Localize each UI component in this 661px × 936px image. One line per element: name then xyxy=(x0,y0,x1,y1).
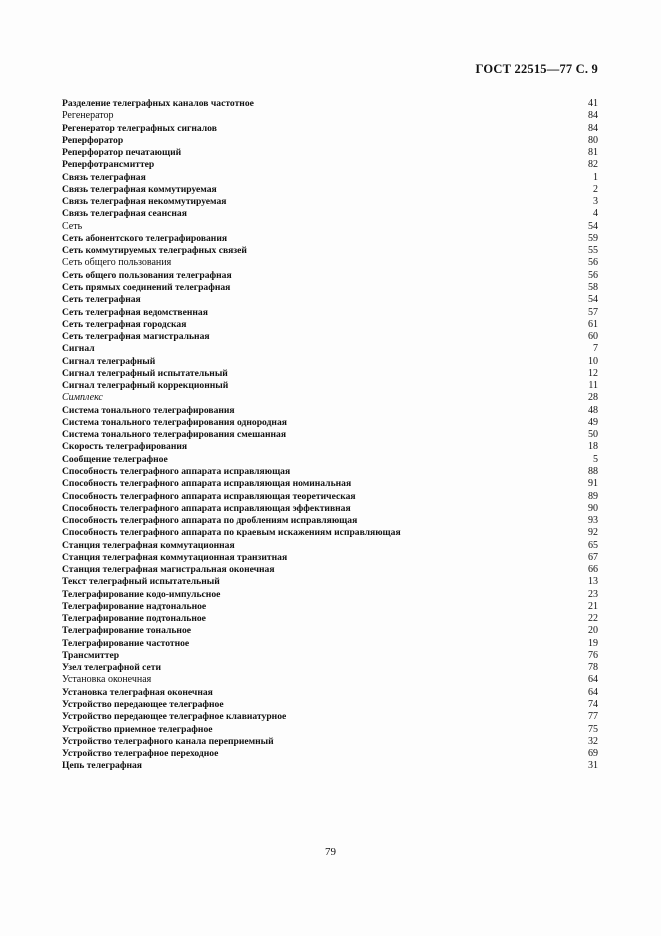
index-entry xyxy=(62,699,598,711)
index-page-ref: 69 xyxy=(588,748,598,760)
index-page-ref: 75 xyxy=(588,723,598,735)
index-term: Сеть общего пользования телеграфная xyxy=(62,269,232,281)
index-term: Цепь телеграфная xyxy=(62,760,142,772)
index-entry xyxy=(62,638,598,650)
index-term: Установка оконечная xyxy=(62,674,152,686)
index-entry xyxy=(62,307,598,319)
index-term: Устройство телеграфное переходное xyxy=(62,748,219,760)
index-page-ref: 57 xyxy=(588,306,598,318)
index-page-ref: 88 xyxy=(588,465,598,477)
index-page-ref: 5 xyxy=(593,453,598,465)
index-page-ref: 64 xyxy=(588,686,598,698)
index-entry xyxy=(62,270,598,282)
index-page-ref: 56 xyxy=(588,269,598,281)
index-term: Способность телеграфного аппарата исправляющая теоретическая xyxy=(62,490,356,502)
index-term: Сигнал телеграфный xyxy=(62,355,156,367)
index-term: Телеграфирование кодо-импульсное xyxy=(62,588,221,600)
index-page-ref: 13 xyxy=(588,576,598,588)
index-entry xyxy=(62,159,598,171)
index-term: Текст телеграфный испытательный xyxy=(62,576,220,588)
index-term: Устройство приемное телеграфное xyxy=(62,723,213,735)
index-entry xyxy=(62,294,598,306)
index-term: Сеть прямых соединений телеграфная xyxy=(62,281,231,293)
index-entry xyxy=(62,343,598,355)
index-page-ref: 66 xyxy=(588,564,598,576)
index-entry xyxy=(62,417,598,429)
index-term: Система тонального телеграфирования смешанная xyxy=(62,429,287,441)
index-page-ref: 20 xyxy=(588,625,598,637)
page-number: 79 xyxy=(325,846,336,858)
index-term: Сеть телеграфная магистральная xyxy=(62,331,210,343)
index-term: Телеграфирование надтональное xyxy=(62,600,207,612)
index-entry xyxy=(62,319,598,331)
index-entry xyxy=(62,711,598,723)
index-page-ref: 4 xyxy=(593,208,598,220)
index-term: Способность телеграфного аппарата по дроблениям исправляющая xyxy=(62,515,358,527)
index-entry xyxy=(62,368,598,380)
index-entry xyxy=(62,564,598,576)
index-entry xyxy=(62,613,598,625)
index-page-ref: 54 xyxy=(588,220,598,232)
index-entry xyxy=(62,515,598,527)
index-entry xyxy=(62,687,598,699)
index-term: Система тонального телеграфирования xyxy=(62,404,235,416)
index-entry xyxy=(62,135,598,147)
index-entry xyxy=(62,540,598,552)
index-entry xyxy=(62,331,598,343)
index-page-ref: 3 xyxy=(593,196,598,208)
index-term: Узел телеграфной сети xyxy=(62,662,162,674)
index-entry xyxy=(62,110,598,122)
index-page-ref: 90 xyxy=(588,502,598,514)
index-page-ref: 56 xyxy=(588,257,598,269)
index-entry xyxy=(62,196,598,208)
index-page-ref: 77 xyxy=(588,711,598,723)
index-page-ref: 28 xyxy=(588,392,598,404)
index-page-ref: 1 xyxy=(593,171,598,183)
index-term: Сеть общего пользования xyxy=(62,257,172,269)
index-page-ref: 76 xyxy=(588,649,598,661)
index-term: Телеграфирование подтональное xyxy=(62,613,206,625)
index-page-ref: 22 xyxy=(588,613,598,625)
index-term: Сигнал телеграфный испытательный xyxy=(62,367,228,379)
index-page-ref: 2 xyxy=(593,183,598,195)
index-entry xyxy=(62,466,598,478)
index-term: Станция телеграфная магистральная оконечная xyxy=(62,564,275,576)
index-page-ref: 12 xyxy=(588,367,598,379)
index-page-ref: 7 xyxy=(593,343,598,355)
index-entry xyxy=(62,405,598,417)
index-term: Сеть телеграфная xyxy=(62,294,141,306)
index-page-ref: 81 xyxy=(588,147,598,159)
index-entry xyxy=(62,257,598,269)
index-page-ref: 41 xyxy=(588,98,598,109)
index-page-ref: 82 xyxy=(588,159,598,171)
index-term: Реперфоратор xyxy=(62,134,124,146)
index-term: Связь телеграфная xyxy=(62,171,146,183)
index-entry xyxy=(62,674,598,686)
index-entry xyxy=(62,184,598,196)
index-term: Способность телеграфного аппарата исправляющая номинальная xyxy=(62,478,352,490)
index-page-ref: 89 xyxy=(588,490,598,502)
index-term: Связь телеграфная коммутируемая xyxy=(62,183,217,195)
index-entry xyxy=(62,172,598,184)
index-term: Трансмиттер xyxy=(62,649,120,661)
index-term: Устройство телеграфного канала переприемный xyxy=(62,735,274,747)
index-entry xyxy=(62,380,598,392)
index-term: Способность телеграфного аппарата исправляющая эффективная xyxy=(62,502,351,514)
page-header: ГОСТ 22515—77 С. 9 xyxy=(475,62,598,76)
index-term: Связь телеграфная некоммутируемая xyxy=(62,196,227,208)
index-entry xyxy=(62,98,598,110)
index-entry xyxy=(62,454,598,466)
index-entry xyxy=(62,282,598,294)
index-entry xyxy=(62,478,598,490)
index-entry xyxy=(62,736,598,748)
index-entry xyxy=(62,233,598,245)
index-entry xyxy=(62,650,598,662)
index-term: Сеть телеграфная ведомственная xyxy=(62,306,208,318)
index-entry xyxy=(62,392,598,404)
index-page-ref: 50 xyxy=(588,429,598,441)
index-term: Симплекс xyxy=(62,392,103,404)
index-term: Сеть абонентского телеграфирования xyxy=(62,232,228,244)
index-entry xyxy=(62,748,598,760)
index-page-ref: 80 xyxy=(588,134,598,146)
index-page-ref: 93 xyxy=(588,515,598,527)
index-page-ref: 65 xyxy=(588,539,598,551)
index-term: Телеграфирование частотное xyxy=(62,637,190,649)
index-term: Установка телеграфная оконечная xyxy=(62,686,213,698)
index-term: Сеть коммутируемых телеграфных связей xyxy=(62,245,247,257)
index-page-ref: 64 xyxy=(588,674,598,686)
index-term: Система тонального телеграфирования однородная xyxy=(62,416,287,428)
index-page-ref: 91 xyxy=(588,478,598,490)
index-page-ref: 23 xyxy=(588,588,598,600)
index-term: Регенератор xyxy=(62,110,114,122)
index-entry xyxy=(62,760,598,772)
index-page-ref: 10 xyxy=(588,355,598,367)
index-page-ref: 59 xyxy=(588,232,598,244)
index-term: Способность телеграфного аппарата исправляющая xyxy=(62,465,291,477)
index-entry xyxy=(62,724,598,736)
index-entry xyxy=(62,625,598,637)
index-entry xyxy=(62,147,598,159)
index-term: Связь телеграфная сеансная xyxy=(62,208,187,220)
index-page-ref: 58 xyxy=(588,281,598,293)
index-term: Сеть xyxy=(62,220,83,232)
index-page-ref: 21 xyxy=(588,600,598,612)
index-page-ref: 74 xyxy=(588,699,598,711)
index-entry xyxy=(62,221,598,233)
index-page-ref: 32 xyxy=(588,735,598,747)
index-page-ref: 78 xyxy=(588,662,598,674)
index-term: Способность телеграфного аппарата по краевым искажениям исправляющая xyxy=(62,527,401,539)
index-term: Станция телеграфная коммутационная xyxy=(62,539,235,551)
index-entry xyxy=(62,552,598,564)
index-page-ref: 54 xyxy=(588,294,598,306)
index-entry xyxy=(62,527,598,539)
term-index xyxy=(62,98,598,773)
index-term: Телеграфирование тональное xyxy=(62,625,191,637)
index-page-ref: 92 xyxy=(588,527,598,539)
index-term: Устройство передающее телеграфное клавиатурное xyxy=(62,711,287,723)
index-term: Регенератор телеграфных сигналов xyxy=(62,122,217,134)
index-entry xyxy=(62,123,598,135)
index-term: Устройство передающее телеграфное xyxy=(62,699,224,711)
index-term: Сигнал xyxy=(62,343,95,355)
index-entry xyxy=(62,576,598,588)
index-entry xyxy=(62,356,598,368)
index-entry xyxy=(62,601,598,613)
index-entry xyxy=(62,245,598,257)
index-page-ref: 19 xyxy=(588,637,598,649)
index-page-ref: 84 xyxy=(588,110,598,122)
index-term: Станция телеграфная коммутационная транзитная xyxy=(62,551,288,563)
index-term: Скорость телеграфирования xyxy=(62,441,188,453)
index-page-ref: 60 xyxy=(588,331,598,343)
index-term: Реперфоратор печатающий xyxy=(62,147,182,159)
index-page-ref: 84 xyxy=(588,122,598,134)
index-entry xyxy=(62,589,598,601)
index-entry xyxy=(62,441,598,453)
index-page-ref: 48 xyxy=(588,404,598,416)
index-entry xyxy=(62,429,598,441)
index-entry xyxy=(62,503,598,515)
index-term: Сообщение телеграфное xyxy=(62,453,168,465)
index-page-ref: 18 xyxy=(588,441,598,453)
index-page-ref: 31 xyxy=(588,760,598,772)
index-page-ref: 55 xyxy=(588,245,598,257)
index-page-ref: 67 xyxy=(588,551,598,563)
index-term: Сеть телеграфная городская xyxy=(62,318,187,330)
index-page-ref: 49 xyxy=(588,416,598,428)
index-entry xyxy=(62,208,598,220)
index-term: Реперфотрансмиттер xyxy=(62,159,155,171)
index-term: Разделение телеграфных каналов частотное xyxy=(62,98,254,109)
index-page-ref: 11 xyxy=(588,380,598,392)
index-page-ref: 61 xyxy=(588,318,598,330)
index-entry xyxy=(62,662,598,674)
index-term: Сигнал телеграфный коррекционный xyxy=(62,380,229,392)
index-entry xyxy=(62,491,598,503)
